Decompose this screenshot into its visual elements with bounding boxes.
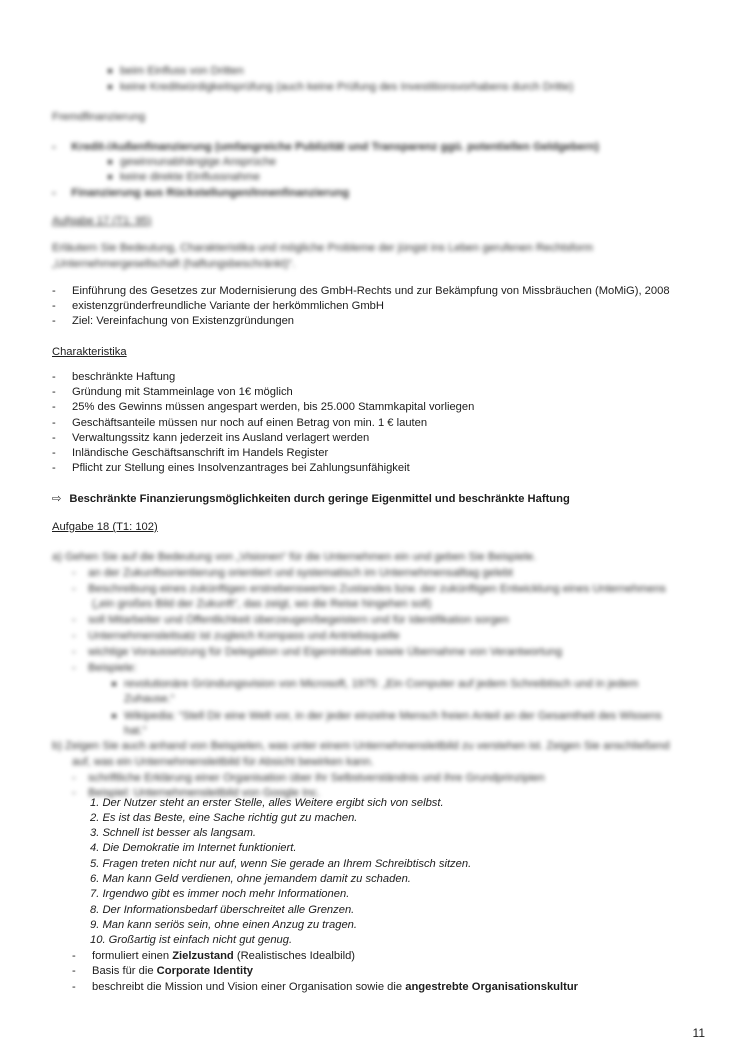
blurred-bullet: hat.” xyxy=(124,725,147,737)
blurred-bullet: Zuhause.“ xyxy=(124,693,175,705)
aufgabe-18-heading: Aufgabe 18 (T1: 102) xyxy=(52,521,158,533)
blurred-bullet: keine Kreditwürdigkeitsprüfung (auch keine Prüfung des Investitionsvorhabens durch Dritte) xyxy=(108,80,573,94)
list-item: 6. Man kann Geld verdienen, ohne jemandem damit zu schaden. xyxy=(90,873,411,885)
blurred-item: - Beschreibung eines zukünftigen erstrebenswerten Zustandes bzw. der zukünftigen Entwicklung eines Unternehmens xyxy=(72,583,666,595)
blurred-question: Erläutern Sie Bedeutung, Charakteristika und mögliche Probleme der jüngst ins Leben gerufenen Rechtsform xyxy=(52,242,594,254)
blurred-item: - schriftliche Erklärung einer Organisation über ihr Selbstverständnis und ihre Grundprinzipien xyxy=(72,772,545,784)
list-item: - existenzgründerfreundliche Variante der herkömmlichen GmbH xyxy=(52,300,384,312)
blurred-item: - Finanzierung aus Rückstellungen/Innenfinanzierung xyxy=(52,187,350,199)
blurred-item: - wichtige Voraussetzung für Delegation und Eigeninitiative sowie Übernahme von Verantwortung xyxy=(72,646,563,658)
list-item: - beschränkte Haftung xyxy=(52,371,176,383)
list-item: - formuliert einen Zielzustand (Realistisches Idealbild) xyxy=(72,950,356,962)
blurred-item: - Beispiele: xyxy=(72,662,137,674)
page-number: 11 xyxy=(692,1026,705,1040)
list-item: - Basis für die Corporate Identity xyxy=(72,965,254,977)
list-item: 7. Irgendwo gibt es immer noch mehr Informationen. xyxy=(90,888,350,900)
list-item: - Geschäftsanteile müssen nur noch auf einen Betrag von min. 1 € lauten xyxy=(52,417,428,429)
list-item: 9. Man kann seriös sein, ohne einen Anzug zu tragen. xyxy=(90,919,358,931)
list-item: 5. Fragen treten nicht nur auf, wenn Sie gerade an Ihrem Schreibtisch sitzen. xyxy=(90,858,472,870)
blurred-question: a) Gehen Sie auf die Bedeutung von „Visionen“ für die Unternehmen ein und geben Sie Beispiele. xyxy=(52,551,537,563)
blurred-item: - Unternehmensleitsatz ist zugleich Kompass und Antriebsquelle xyxy=(72,630,400,642)
blurred-heading: Fremdfinanzierung xyxy=(52,111,146,123)
blurred-item: - an der Zukunftsorientierung orientiert und systematisch im Unternehmensalltag gelebt xyxy=(72,567,513,579)
blurred-question: „Unternehmergesellschaft (haftungsbeschränkt)“. xyxy=(52,258,296,270)
aufgabe-17-heading: Aufgabe 17 (T1: 95) xyxy=(52,215,152,227)
list-item: - beschreibt die Mission und Vision einer Organisation sowie die angestrebte Organisationskultur xyxy=(72,981,579,993)
arrow-right-icon: ⇨ xyxy=(52,493,62,505)
list-item: 4. Die Demokratie im Internet funktioniert. xyxy=(90,842,297,854)
blurred-item: - soll Mitarbeiter und Öffentlichkeit überzeugen/begeistern und für Identifikation sorgen xyxy=(72,614,509,626)
list-item: - Gründung mit Stammeinlage von 1€ möglich xyxy=(52,386,293,398)
list-item: 1. Der Nutzer steht an erster Stelle, alles Weitere ergibt sich von selbst. xyxy=(90,797,444,809)
blurred-bullet: Wikipedia: “Stell Dir eine Welt vor, in der jeder einzelne Mensch freien Anteil an der Gesamtheit des Wissens xyxy=(112,709,662,723)
list-item: - Inländische Geschäftsanschrift im Handels Register xyxy=(52,447,329,459)
blurred-item: - Kredit-/Außenfinanzierung (umfangreiche Publizität und Transparenz ggü. potentiellen Geldgebern) xyxy=(52,141,599,153)
list-item: 8. Der Informationsbedarf überschreitet alle Grenzen. xyxy=(90,904,355,916)
blurred-question: b) Zeigen Sie auch anhand von Beispielen, was unter einem Unternehmensleitbild zu verstehen ist. Zeigen Sie anschließend xyxy=(52,740,670,752)
blurred-item: („ein großes Bild der Zukunft“, das zeigt, wo die Reise hingehen soll) xyxy=(92,598,432,610)
blurred-sub: keine direkte Einflussnahme xyxy=(108,170,260,184)
blurred-item: - Beispiel: Unternehmensleitbild von Google Inc. xyxy=(72,787,321,799)
list-item: - Ziel: Vereinfachung von Existenzgründungen xyxy=(52,315,295,327)
conclusion: ⇨ Beschränkte Finanzierungsmöglichkeiten durch geringe Eigenmittel und beschränkte Haftung xyxy=(52,493,570,505)
charakteristika-heading: Charakteristika xyxy=(52,346,127,358)
blurred-question: auf, was ein Unternehmensleitbild für Absicht bewirken kann. xyxy=(72,756,374,768)
list-item: - Verwaltungssitz kann jederzeit ins Ausland verlagert werden xyxy=(52,432,370,444)
blurred-bullet: beim Einfluss von Dritten xyxy=(108,64,244,78)
list-item: - Pflicht zur Stellung eines Insolvenzantrages bei Zahlungsunfähigkeit xyxy=(52,462,410,474)
list-item: 3. Schnell ist besser als langsam. xyxy=(90,827,257,839)
list-item: 2. Es ist das Beste, eine Sache richtig gut zu machen. xyxy=(90,812,358,824)
list-item: - 25% des Gewinns müssen angespart werden, bis 25.000 Stammkapital vorliegen xyxy=(52,401,475,413)
blurred-bullet: revolutionäre Gründungsvision von Microsoft, 1975: „Ein Computer auf jedem Schreibtisch und in jedem xyxy=(112,677,638,691)
list-item: - Einführung des Gesetzes zur Modernisierung des GmbH-Rechts und zur Bekämpfung von Missbräuchen (MoMiG), 2008 xyxy=(52,285,670,297)
list-item: 10. Großartig ist einfach nicht gut genug. xyxy=(90,934,293,946)
blurred-sub: gewinnunabhängige Ansprüche xyxy=(108,155,276,169)
